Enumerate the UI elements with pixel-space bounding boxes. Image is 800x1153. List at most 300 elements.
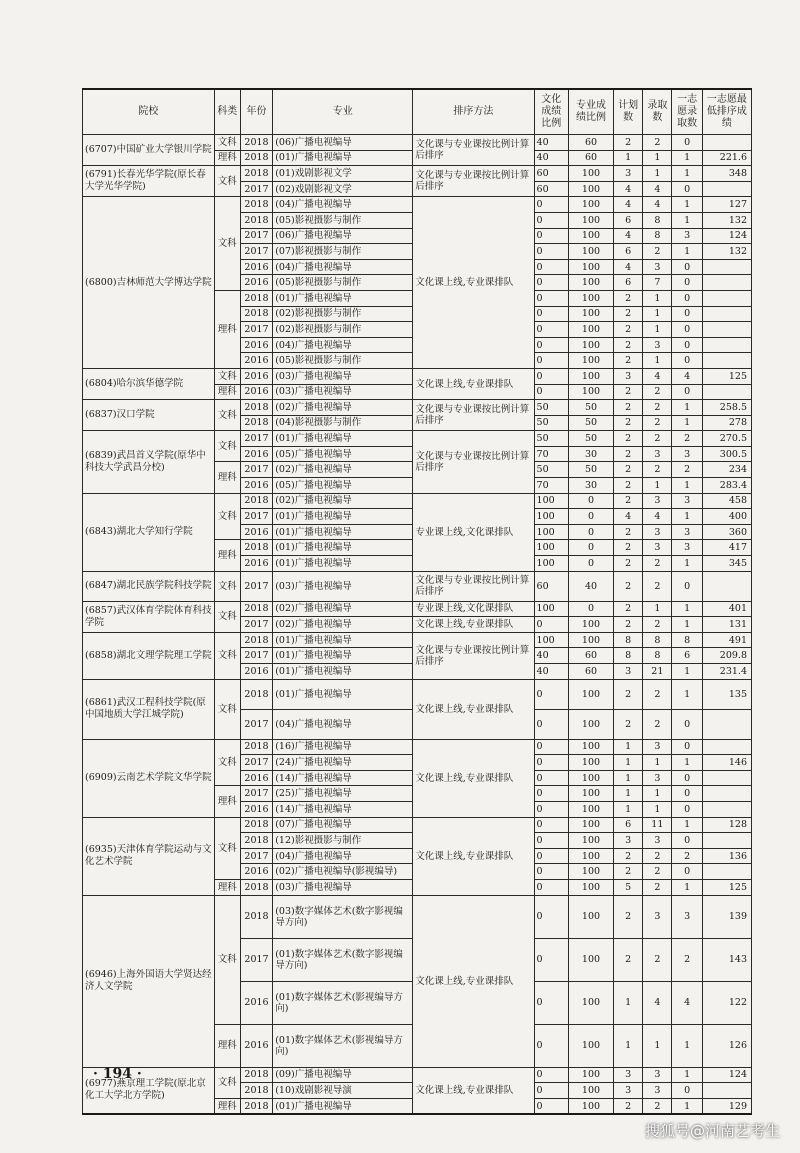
min-rank-cell: 345 [702, 556, 751, 572]
plan-cell: 2 [613, 601, 642, 617]
school-cell: (6861)武汉工程科技学院(原中国地质大学江城学院) [83, 679, 215, 739]
pro-ratio-cell: 40 [569, 571, 614, 601]
year-cell: 2018 [240, 1067, 272, 1083]
year-cell: 2018 [240, 879, 272, 895]
pro-ratio-cell: 0 [569, 524, 614, 540]
school-cell: (6909)云南艺术学院文华学院 [83, 739, 215, 817]
pro-ratio-cell: 0 [569, 540, 614, 556]
school-cell: (6857)武汉体育学院体育科技学院 [83, 601, 215, 632]
admitted-cell: 8 [643, 212, 672, 228]
min-rank-cell: 127 [702, 197, 751, 213]
admitted-cell: 2 [643, 462, 672, 478]
min-rank-cell: 122 [702, 981, 751, 1024]
year-cell: 2018 [240, 493, 272, 509]
culture-ratio-cell: 40 [534, 664, 568, 680]
min-rank-cell: 417 [702, 540, 751, 556]
culture-ratio-cell: 0 [534, 895, 568, 938]
min-rank-cell: 135 [702, 679, 751, 709]
table-row [83, 739, 752, 755]
major-cell: (03)数字媒体艺术(数字影视编导方向) [273, 895, 413, 938]
min-rank-cell [702, 135, 751, 151]
plan-cell: 2 [613, 415, 642, 431]
culture-ratio-cell: 0 [534, 306, 568, 322]
year-cell: 2018 [240, 1098, 272, 1114]
major-cell: (01)广播电视编导 [273, 1098, 413, 1114]
min-rank-cell: 209.8 [702, 648, 751, 664]
school-cell: (6843)湖北大学知行学院 [83, 493, 215, 571]
method-cell: 文化课上线,专业课排队 [413, 679, 534, 739]
major-cell: (04)广播电视编导 [273, 259, 413, 275]
plan-cell: 8 [613, 648, 642, 664]
admitted-cell: 3 [643, 540, 672, 556]
culture-ratio-cell: 0 [534, 739, 568, 755]
culture-ratio-cell: 0 [534, 1083, 568, 1099]
method-cell: 文化课上线,专业课排队 [413, 617, 534, 633]
major-cell: (02)戏剧影视文学 [273, 181, 413, 197]
category-cell: 理科 [214, 150, 240, 166]
major-cell: (01)数字媒体艺术(数字影视编导方向) [273, 938, 413, 981]
year-cell: 2017 [240, 244, 272, 260]
pro-ratio-cell: 50 [569, 431, 614, 447]
admitted-cell: 7 [643, 275, 672, 291]
school-cell: (6847)湖北民族学院科技学院 [83, 571, 215, 601]
category-cell: 理科 [214, 462, 240, 493]
year-cell: 2018 [240, 739, 272, 755]
school-cell: (6707)中国矿业大学银川学院 [83, 135, 215, 166]
year-cell: 2018 [240, 833, 272, 849]
admitted-cell: 8 [643, 632, 672, 648]
admission-table [82, 88, 752, 1115]
pro-ratio-cell: 100 [569, 848, 614, 864]
first-choice-cell: 4 [672, 981, 702, 1024]
pro-ratio-cell: 60 [569, 150, 614, 166]
pro-ratio-cell: 100 [569, 1083, 614, 1099]
plan-cell: 5 [613, 879, 642, 895]
first-choice-cell: 1 [672, 244, 702, 260]
category-cell: 文科 [214, 197, 240, 291]
first-choice-cell: 2 [672, 938, 702, 981]
major-cell: (03)广播电视编导 [273, 879, 413, 895]
major-cell: (01)广播电视编导 [273, 290, 413, 306]
school-cell: (6977)燕京理工学院(原北京化工大学北方学院) [83, 1067, 215, 1114]
pro-ratio-cell: 100 [569, 1098, 614, 1114]
min-rank-cell: 146 [702, 755, 751, 771]
method-cell: 文化课上线,专业课排队 [413, 1067, 534, 1114]
first-choice-cell: 0 [672, 786, 702, 802]
min-rank-cell: 491 [702, 632, 751, 648]
plan-cell: 2 [613, 679, 642, 709]
first-choice-cell: 1 [672, 879, 702, 895]
year-cell: 2017 [240, 181, 272, 197]
table-row [83, 601, 752, 617]
table-row [83, 400, 752, 416]
plan-cell: 4 [613, 259, 642, 275]
year-cell: 2017 [240, 848, 272, 864]
plan-cell: 4 [613, 197, 642, 213]
culture-ratio-cell: 0 [534, 801, 568, 817]
first-choice-cell: 0 [672, 571, 702, 601]
min-rank-cell: 131 [702, 617, 751, 633]
pro-ratio-cell: 100 [569, 1067, 614, 1083]
first-choice-cell: 2 [672, 848, 702, 864]
pro-ratio-cell: 100 [569, 244, 614, 260]
year-cell: 2018 [240, 1083, 272, 1099]
year-cell: 2016 [240, 981, 272, 1024]
pro-ratio-cell: 100 [569, 384, 614, 400]
plan-cell: 6 [613, 212, 642, 228]
min-rank-cell: 300.5 [702, 446, 751, 462]
plan-cell: 6 [613, 275, 642, 291]
first-choice-cell: 1 [672, 679, 702, 709]
method-cell: 文化课与专业课按比例计算后排序 [413, 166, 534, 197]
admitted-cell: 1 [643, 290, 672, 306]
year-cell: 2017 [240, 648, 272, 664]
admitted-cell: 4 [643, 181, 672, 197]
plan-cell: 2 [613, 290, 642, 306]
culture-ratio-cell: 0 [534, 259, 568, 275]
year-cell: 2018 [240, 150, 272, 166]
method-cell: 文化课上线,专业课排队 [413, 368, 534, 399]
first-choice-cell: 0 [672, 275, 702, 291]
min-rank-cell: 234 [702, 462, 751, 478]
major-cell: (02)影视摄影与制作 [273, 306, 413, 322]
min-rank-cell [702, 306, 751, 322]
culture-ratio-cell: 100 [534, 524, 568, 540]
major-cell: (01)广播电视编导 [273, 648, 413, 664]
major-cell: (01)数字媒体艺术(影视编导方向) [273, 1024, 413, 1067]
min-rank-cell: 348 [702, 166, 751, 182]
school-cell: (6791)长春光华学院(原长春大学光华学院) [83, 166, 215, 197]
table-row [83, 166, 752, 182]
major-cell: (04)广播电视编导 [273, 337, 413, 353]
culture-ratio-cell: 50 [534, 431, 568, 447]
pro-ratio-cell: 100 [569, 337, 614, 353]
pro-ratio-cell: 100 [569, 228, 614, 244]
culture-ratio-cell: 0 [534, 879, 568, 895]
culture-ratio-cell: 0 [534, 786, 568, 802]
major-cell: (02)广播电视编导(影视编导) [273, 864, 413, 880]
plan-cell: 2 [613, 353, 642, 369]
year-cell: 2018 [240, 540, 272, 556]
admitted-cell: 1 [643, 755, 672, 771]
plan-cell: 2 [613, 571, 642, 601]
culture-ratio-cell: 0 [534, 244, 568, 260]
admitted-cell: 4 [643, 368, 672, 384]
culture-ratio-cell: 0 [534, 322, 568, 338]
culture-ratio-cell: 60 [534, 181, 568, 197]
major-cell: (03)广播电视编导 [273, 384, 413, 400]
plan-cell: 3 [613, 1083, 642, 1099]
admitted-cell: 2 [643, 384, 672, 400]
first-choice-cell: 1 [672, 755, 702, 771]
first-choice-cell: 0 [672, 739, 702, 755]
pro-ratio-cell: 100 [569, 709, 614, 739]
min-rank-cell: 400 [702, 509, 751, 525]
admitted-cell: 4 [643, 509, 672, 525]
culture-ratio-cell: 60 [534, 166, 568, 182]
first-choice-cell: 3 [672, 228, 702, 244]
min-rank-cell: 231.4 [702, 664, 751, 680]
admitted-cell: 3 [643, 895, 672, 938]
method-cell: 文化课与专业课按比例计算后排序 [413, 135, 534, 166]
pro-ratio-cell: 60 [569, 664, 614, 680]
year-cell: 2016 [240, 259, 272, 275]
min-rank-cell: 125 [702, 368, 751, 384]
table-row [83, 493, 752, 509]
major-cell: (14)广播电视编导 [273, 770, 413, 786]
plan-cell: 1 [613, 981, 642, 1024]
culture-ratio-cell: 0 [534, 817, 568, 833]
plan-cell: 6 [613, 244, 642, 260]
major-cell: (05)广播电视编导 [273, 478, 413, 494]
major-cell: (03)广播电视编导 [273, 571, 413, 601]
school-cell: (6804)哈尔滨华德学院 [83, 368, 215, 399]
header-min-rank: 一志愿最低排序成绩 [702, 89, 751, 135]
plan-cell: 2 [613, 864, 642, 880]
pro-ratio-cell: 100 [569, 864, 614, 880]
culture-ratio-cell: 60 [534, 571, 568, 601]
admitted-cell: 2 [643, 556, 672, 572]
culture-ratio-cell: 0 [534, 864, 568, 880]
table-row [83, 679, 752, 709]
table-row [83, 895, 752, 938]
min-rank-cell: 129 [702, 1098, 751, 1114]
header-method: 排序方法 [413, 89, 534, 135]
category-cell: 理科 [214, 879, 240, 895]
first-choice-cell: 1 [672, 1098, 702, 1114]
admitted-cell: 1 [643, 150, 672, 166]
major-cell: (02)广播电视编导 [273, 462, 413, 478]
plan-cell: 4 [613, 228, 642, 244]
admitted-cell: 4 [643, 981, 672, 1024]
table-row [83, 135, 752, 151]
year-cell: 2017 [240, 431, 272, 447]
year-cell: 2016 [240, 446, 272, 462]
first-choice-cell: 0 [672, 1083, 702, 1099]
culture-ratio-cell: 50 [534, 415, 568, 431]
min-rank-cell: 221.6 [702, 150, 751, 166]
culture-ratio-cell: 0 [534, 197, 568, 213]
culture-ratio-cell: 100 [534, 556, 568, 572]
admitted-cell: 3 [643, 337, 672, 353]
major-cell: (01)数字媒体艺术(影视编导方向) [273, 981, 413, 1024]
first-choice-cell: 8 [672, 632, 702, 648]
min-rank-cell [702, 290, 751, 306]
min-rank-cell [702, 275, 751, 291]
culture-ratio-cell: 0 [534, 709, 568, 739]
plan-cell: 4 [613, 181, 642, 197]
culture-ratio-cell: 0 [534, 617, 568, 633]
min-rank-cell: 360 [702, 524, 751, 540]
min-rank-cell: 401 [702, 601, 751, 617]
header-admitted: 录取数 [643, 89, 672, 135]
first-choice-cell: 0 [672, 384, 702, 400]
culture-ratio-cell: 0 [534, 679, 568, 709]
plan-cell: 1 [613, 150, 642, 166]
major-cell: (01)广播电视编导 [273, 664, 413, 680]
culture-ratio-cell: 100 [534, 509, 568, 525]
plan-cell: 2 [613, 384, 642, 400]
table-body [83, 135, 752, 1115]
plan-cell: 3 [613, 833, 642, 849]
plan-cell: 2 [613, 540, 642, 556]
plan-cell: 1 [613, 755, 642, 771]
method-cell: 专业课上线,文化课排队 [413, 493, 534, 571]
culture-ratio-cell: 50 [534, 462, 568, 478]
plan-cell: 2 [613, 938, 642, 981]
culture-ratio-cell: 0 [534, 1098, 568, 1114]
plan-cell: 3 [613, 664, 642, 680]
plan-cell: 3 [613, 1067, 642, 1083]
plan-cell: 4 [613, 509, 642, 525]
culture-ratio-cell: 70 [534, 478, 568, 494]
pro-ratio-cell: 100 [569, 306, 614, 322]
header-category: 科类 [214, 89, 240, 135]
min-rank-cell: 124 [702, 228, 751, 244]
admitted-cell: 2 [643, 679, 672, 709]
plan-cell: 2 [613, 322, 642, 338]
year-cell: 2017 [240, 509, 272, 525]
admitted-cell: 1 [643, 353, 672, 369]
min-rank-cell [702, 259, 751, 275]
table-row [83, 368, 752, 384]
first-choice-cell: 1 [672, 197, 702, 213]
first-choice-cell: 0 [672, 864, 702, 880]
year-cell: 2017 [240, 228, 272, 244]
plan-cell: 1 [613, 739, 642, 755]
min-rank-cell [702, 864, 751, 880]
major-cell: (07)影视摄影与制作 [273, 244, 413, 260]
year-cell: 2016 [240, 1024, 272, 1067]
category-cell: 文科 [214, 679, 240, 739]
major-cell: (04)广播电视编导 [273, 197, 413, 213]
table-row [83, 431, 752, 447]
year-cell: 2018 [240, 632, 272, 648]
table-header-row [83, 89, 752, 135]
plan-cell: 2 [613, 1098, 642, 1114]
pro-ratio-cell: 0 [569, 556, 614, 572]
plan-cell: 2 [613, 709, 642, 739]
major-cell: (16)广播电视编导 [273, 739, 413, 755]
culture-ratio-cell: 0 [534, 368, 568, 384]
first-choice-cell: 1 [672, 212, 702, 228]
plan-cell: 2 [613, 306, 642, 322]
major-cell: (02)影视摄影与制作 [273, 322, 413, 338]
pro-ratio-cell: 100 [569, 166, 614, 182]
plan-cell: 2 [613, 431, 642, 447]
culture-ratio-cell: 0 [534, 275, 568, 291]
admitted-cell: 2 [643, 244, 672, 260]
category-cell: 文科 [214, 895, 240, 1024]
min-rank-cell: 125 [702, 879, 751, 895]
culture-ratio-cell: 0 [534, 228, 568, 244]
pro-ratio-cell: 50 [569, 462, 614, 478]
first-choice-cell: 6 [672, 648, 702, 664]
culture-ratio-cell: 0 [534, 353, 568, 369]
first-choice-cell: 1 [672, 478, 702, 494]
first-choice-cell: 1 [672, 664, 702, 680]
first-choice-cell: 3 [672, 446, 702, 462]
school-cell: (6858)湖北文理学院理工学院 [83, 632, 215, 679]
admitted-cell: 1 [643, 601, 672, 617]
major-cell: (07)广播电视编导 [273, 817, 413, 833]
admitted-cell: 1 [643, 166, 672, 182]
first-choice-cell: 0 [672, 833, 702, 849]
first-choice-cell: 0 [672, 181, 702, 197]
major-cell: (01)广播电视编导 [273, 679, 413, 709]
min-rank-cell [702, 322, 751, 338]
admitted-cell: 2 [643, 617, 672, 633]
method-cell: 文化课与专业课按比例计算后排序 [413, 400, 534, 431]
year-cell: 2018 [240, 197, 272, 213]
admitted-cell: 11 [643, 817, 672, 833]
min-rank-cell: 143 [702, 938, 751, 981]
header-first-choice: 一志愿录取数 [672, 89, 702, 135]
admission-table-wrapper [82, 88, 752, 1115]
plan-cell: 3 [613, 368, 642, 384]
table-row [83, 817, 752, 833]
min-rank-cell: 258.5 [702, 400, 751, 416]
plan-cell: 2 [613, 135, 642, 151]
header-major: 专业 [273, 89, 413, 135]
year-cell: 2016 [240, 864, 272, 880]
school-cell: (6837)汉口学院 [83, 400, 215, 431]
first-choice-cell: 3 [672, 540, 702, 556]
pro-ratio-cell: 100 [569, 181, 614, 197]
year-cell: 2017 [240, 617, 272, 633]
plan-cell: 1 [613, 1024, 642, 1067]
plan-cell: 2 [613, 462, 642, 478]
min-rank-cell [702, 786, 751, 802]
first-choice-cell: 0 [672, 770, 702, 786]
method-cell: 文化课上线,专业课排队 [413, 197, 534, 369]
plan-cell: 2 [613, 446, 642, 462]
year-cell: 2018 [240, 135, 272, 151]
admitted-cell: 2 [643, 400, 672, 416]
major-cell: (05)影视摄影与制作 [273, 275, 413, 291]
year-cell: 2018 [240, 166, 272, 182]
min-rank-cell [702, 181, 751, 197]
year-cell: 2018 [240, 212, 272, 228]
method-cell: 文化课上线,专业课排队 [413, 739, 534, 817]
major-cell: (05)影视摄影与制作 [273, 353, 413, 369]
admitted-cell: 3 [643, 259, 672, 275]
first-choice-cell: 0 [672, 306, 702, 322]
pro-ratio-cell: 100 [569, 197, 614, 213]
year-cell: 2018 [240, 895, 272, 938]
major-cell: (01)广播电视编导 [273, 632, 413, 648]
admitted-cell: 3 [643, 1083, 672, 1099]
year-cell: 2016 [240, 664, 272, 680]
major-cell: (02)广播电视编导 [273, 601, 413, 617]
pro-ratio-cell: 0 [569, 601, 614, 617]
plan-cell: 2 [613, 895, 642, 938]
culture-ratio-cell: 0 [534, 212, 568, 228]
major-cell: (01)戏剧影视文学 [273, 166, 413, 182]
pro-ratio-cell: 50 [569, 400, 614, 416]
first-choice-cell: 0 [672, 135, 702, 151]
admitted-cell: 1 [643, 1024, 672, 1067]
major-cell: (02)广播电视编导 [273, 617, 413, 633]
first-choice-cell: 1 [672, 617, 702, 633]
year-cell: 2018 [240, 400, 272, 416]
category-cell: 文科 [214, 1067, 240, 1098]
year-cell: 2016 [240, 384, 272, 400]
year-cell: 2016 [240, 275, 272, 291]
major-cell: (24)广播电视编导 [273, 755, 413, 771]
major-cell: (12)影视摄影与制作 [273, 833, 413, 849]
year-cell: 2016 [240, 801, 272, 817]
